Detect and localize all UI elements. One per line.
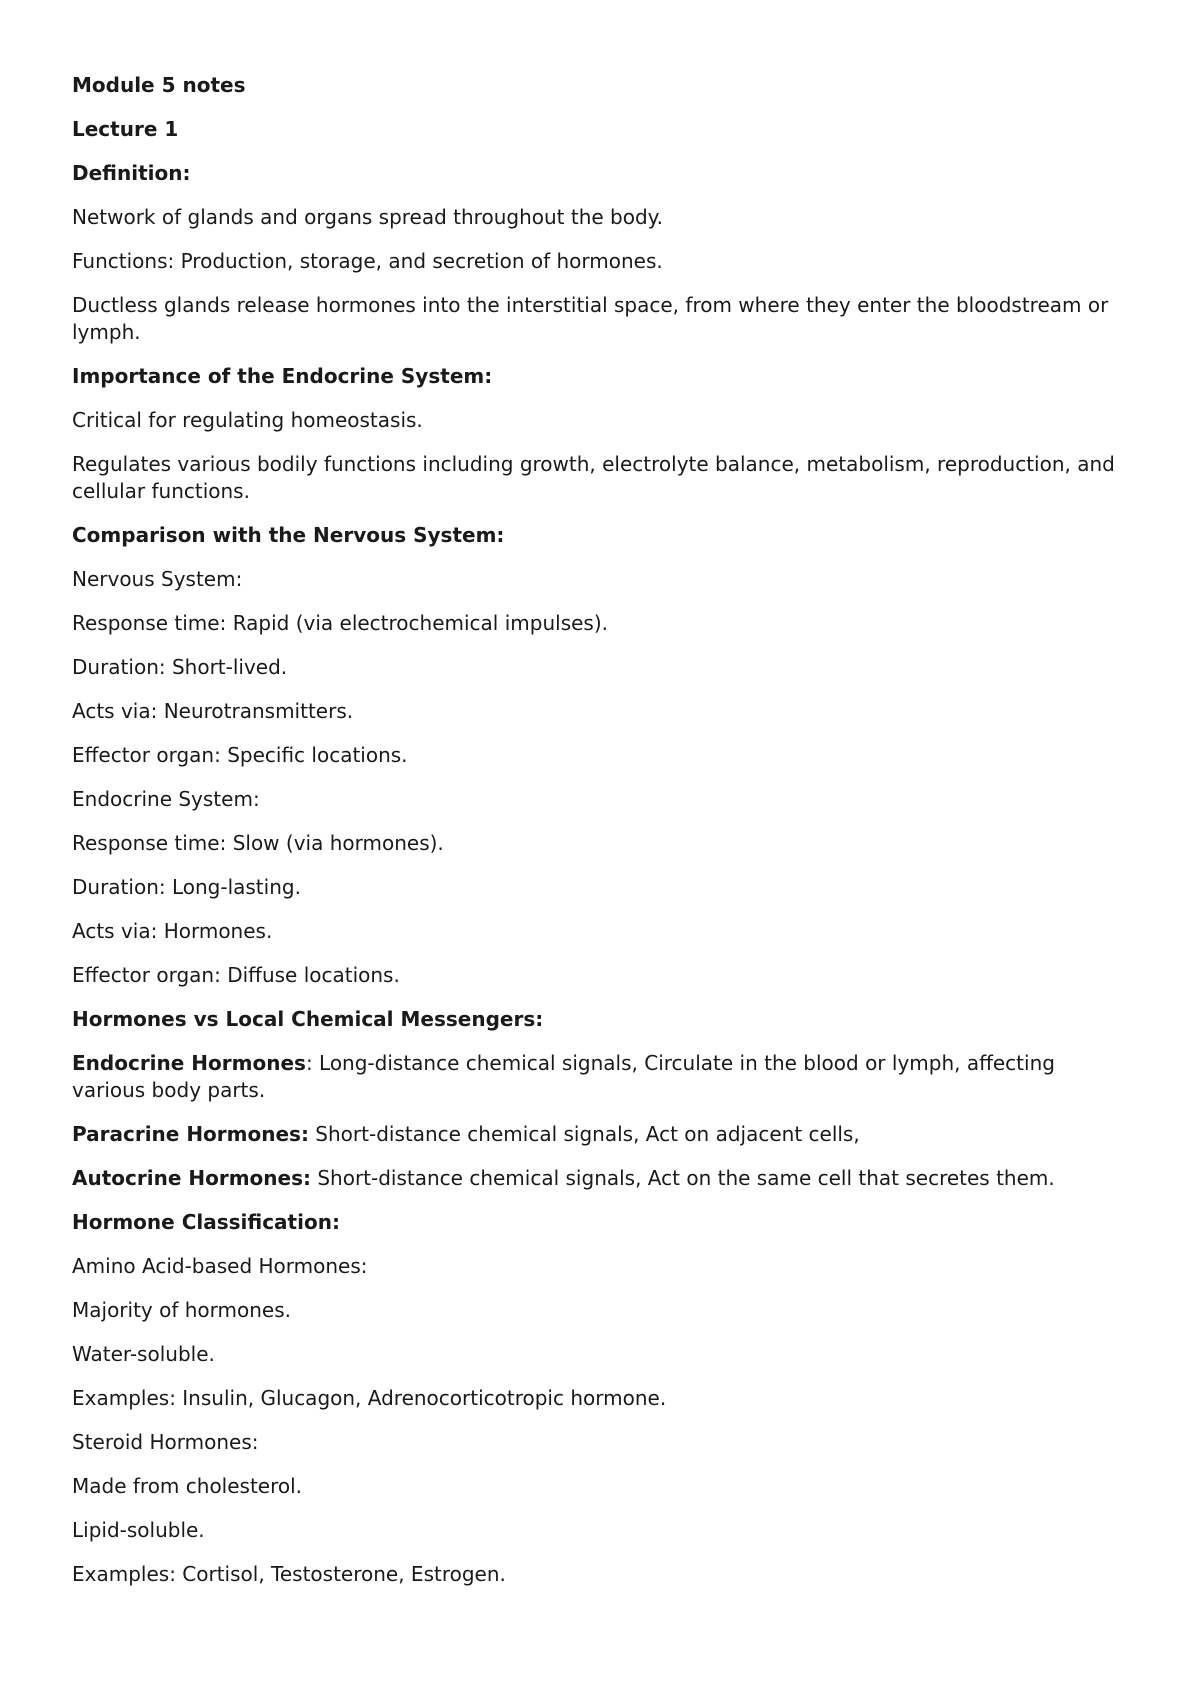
comparison-line: Nervous System: <box>72 567 243 591</box>
messenger-item <box>72 1165 1132 1192</box>
comparison-line: Endocrine System: <box>72 787 260 811</box>
importance-heading: Importance of the Endocrine System: <box>72 364 493 388</box>
importance-line: Critical for regulating homeostasis. <box>72 408 423 432</box>
definition-line: Ductless glands release hormones into the interstitial space, from where they enter the bloodstream or lymph. <box>72 293 1109 344</box>
messenger-term: Autocrine Hormones: <box>72 1166 311 1190</box>
messengers-heading: Hormones vs Local Chemical Messengers: <box>72 1007 544 1031</box>
comparison-line: Acts via: Hormones. <box>72 919 273 943</box>
comparison-heading: Comparison with the Nervous System: <box>72 523 505 547</box>
comparison-line: Effector organ: Specific locations. <box>72 743 408 767</box>
classification-line: Water-soluble. <box>72 1342 215 1366</box>
messenger-item <box>72 1121 1132 1148</box>
classification-heading: Hormone Classification: <box>72 1210 340 1234</box>
messenger-term: Paracrine Hormones: <box>72 1122 309 1146</box>
definition-line: Functions: Production, storage, and secretion of hormones. <box>72 249 663 273</box>
document-page <box>72 72 1132 1605</box>
classification-line: Majority of hormones. <box>72 1298 292 1322</box>
comparison-line: Response time: Slow (via hormones). <box>72 831 444 855</box>
messenger-term: Endocrine Hormones <box>72 1051 306 1075</box>
messenger-item <box>72 1050 1132 1104</box>
classification-line: Lipid-soluble. <box>72 1518 205 1542</box>
classification-line: Examples: Cortisol, Testosterone, Estrogen. <box>72 1562 506 1586</box>
classification-line: Examples: Insulin, Glucagon, Adrenocorticotropic hormone. <box>72 1386 667 1410</box>
comparison-line: Effector organ: Diffuse locations. <box>72 963 400 987</box>
definition-line: Network of glands and organs spread throughout the body. <box>72 205 664 229</box>
messenger-text: : Long-distance chemical signals, Circulate in the blood or lymph, affecting various body parts. <box>72 1051 1055 1102</box>
classification-line: Amino Acid-based Hormones: <box>72 1254 368 1278</box>
lecture-heading: Lecture 1 <box>72 117 179 141</box>
document-title: Module 5 notes <box>72 73 246 97</box>
definition-heading: Definition: <box>72 161 191 185</box>
importance-line: Regulates various bodily functions including growth, electrolyte balance, metabolism, reproduction, and cellular functions. <box>72 452 1115 503</box>
comparison-line: Response time: Rapid (via electrochemical impulses). <box>72 611 608 635</box>
classification-line: Made from cholesterol. <box>72 1474 303 1498</box>
classification-line: Steroid Hormones: <box>72 1430 259 1454</box>
comparison-line: Duration: Short-lived. <box>72 655 288 679</box>
messenger-text: Short-distance chemical signals, Act on adjacent cells, <box>308 1122 860 1146</box>
comparison-line: Duration: Long-lasting. <box>72 875 301 899</box>
messenger-text: Short-distance chemical signals, Act on the same cell that secretes them. <box>310 1166 1055 1190</box>
comparison-line: Acts via: Neurotransmitters. <box>72 699 354 723</box>
